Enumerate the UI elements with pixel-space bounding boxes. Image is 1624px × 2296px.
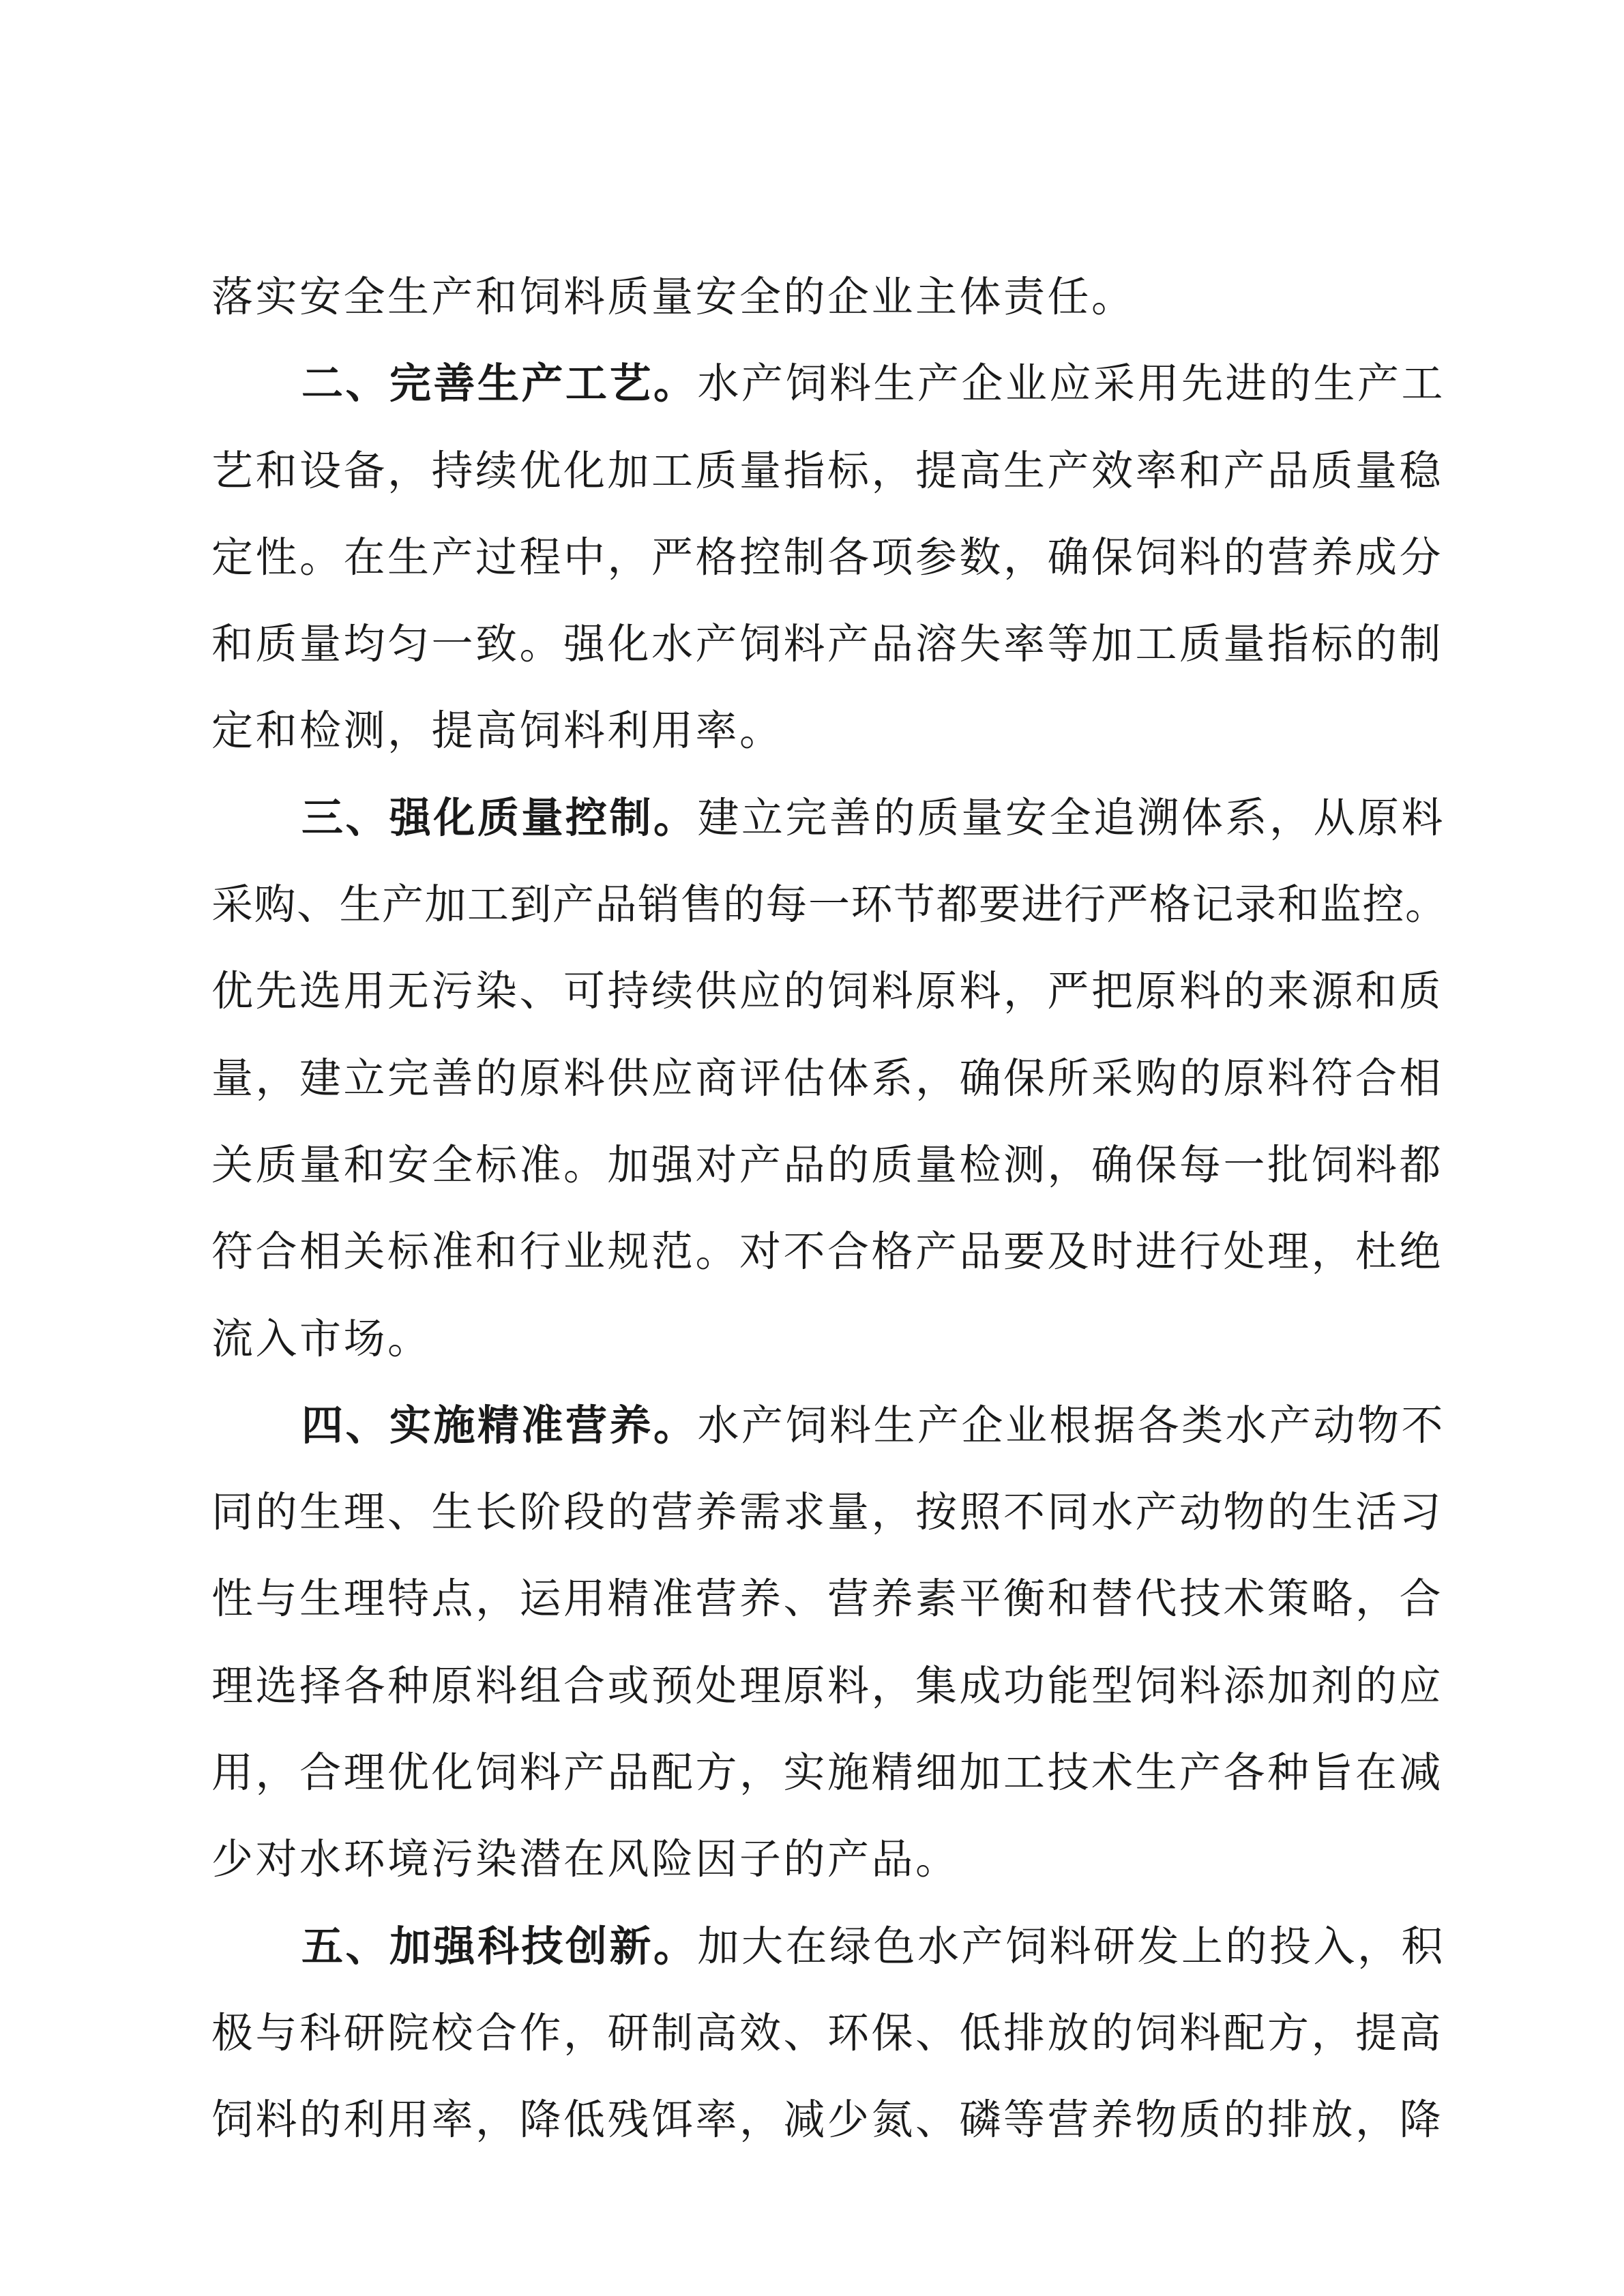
section-text: 水产饲料生产企业根据各类水产动物不: [697, 1401, 1446, 1450]
section-text: 建立完善的质量安全追溯体系，从原料: [697, 793, 1446, 842]
text-line: 流入市场。: [211, 1314, 432, 1363]
section-heading: 二、完善生产工艺。: [301, 359, 698, 408]
text-line: 落实安全生产和饲料质量安全的企业主体责任。: [211, 273, 1136, 321]
text-line: 饲料的利用率，降低残饵率，减少氮、磷等营养物质的排放，降: [211, 2096, 1444, 2145]
text-line: 少对水环境污染潜在风险因子的产品。: [211, 1835, 960, 1884]
section-heading-line: [211, 775, 1446, 861]
text-line: 性与生理特点，运用精准营养、营养素平衡和替代技术策略，合: [211, 1575, 1444, 1624]
text-line: 艺和设备，持续优化加工质量指标，提高生产效率和产品质量稳: [211, 446, 1444, 495]
text-line: 采购、生产加工到产品销售的每一环节都要进行严格记录和监控。: [211, 880, 1448, 929]
section-heading: 五、加强科技创新。: [301, 1922, 698, 1971]
text-line: 定和检测，提高饲料利用率。: [211, 706, 784, 756]
section-heading-line: [211, 1382, 1446, 1469]
text-line: 符合相关标准和行业规范。对不合格产品要及时进行处理，杜绝: [211, 1227, 1444, 1277]
text-line: 同的生理、生长阶段的营养需求量，按照不同水产动物的生活习: [211, 1488, 1444, 1537]
section-text: 水产饲料生产企业应采用先进的生产工: [697, 359, 1446, 408]
text-line: 量，建立完善的原料供应商评估体系，确保所采购的原料符合相: [211, 1054, 1444, 1103]
text-line: 定性。在生产过程中，严格控制各项参数，确保饲料的营养成分: [211, 533, 1444, 582]
text-line: 极与科研院校合作，研制高效、环保、低排放的饲料配方，提高: [211, 2008, 1444, 2057]
section-text: 加大在绿色水产饲料研发上的投入，积: [697, 1922, 1446, 1971]
section-heading: 四、实施精准营养。: [301, 1401, 698, 1450]
text-line: 和质量均匀一致。强化水产饲料产品溶失率等加工质量指标的制: [211, 620, 1444, 669]
text-line: 理选择各种原料组合或预处理原料，集成功能型饲料添加剂的应: [211, 1661, 1444, 1710]
section-heading-line: [211, 340, 1446, 427]
text-line: 优先选用无污染、可持续供应的饲料原料，严把原料的来源和质: [211, 967, 1444, 1016]
section-heading-line: [211, 1903, 1446, 1990]
text-line: 用，合理优化饲料产品配方，实施精细加工技术生产各种旨在减: [211, 1748, 1444, 1798]
section-heading: 三、强化质量控制。: [301, 793, 698, 842]
document-page: [211, 254, 1448, 2164]
text-line: 关质量和安全标准。加强对产品的质量检测，确保每一批饲料都: [211, 1140, 1444, 1189]
